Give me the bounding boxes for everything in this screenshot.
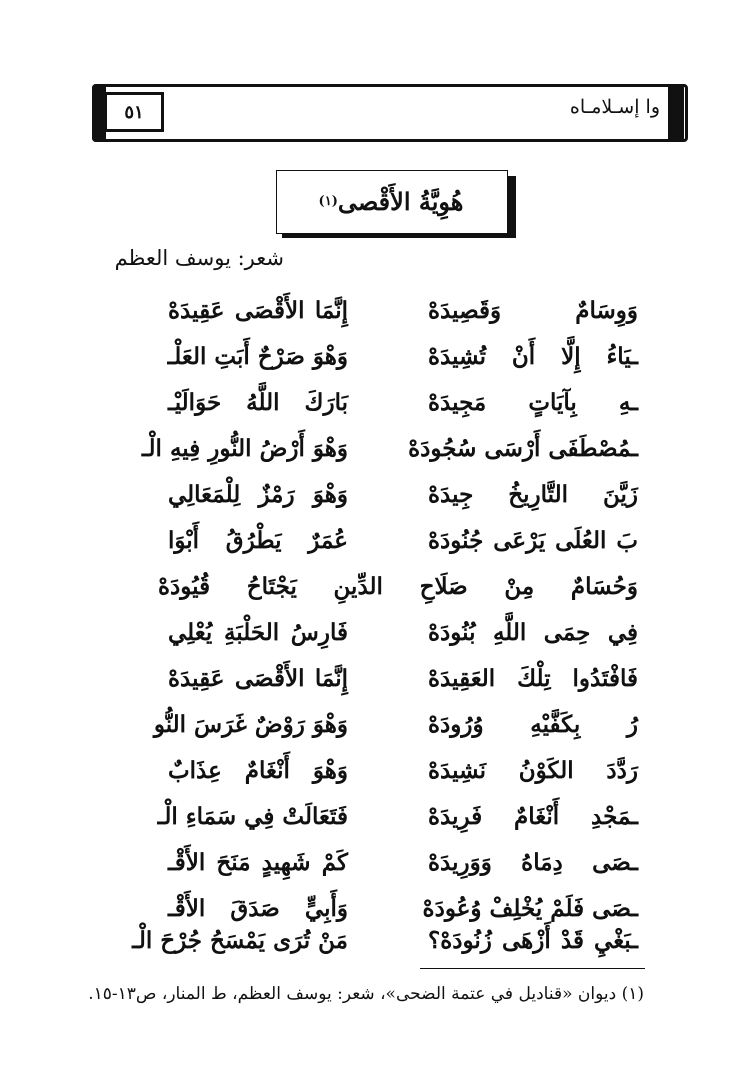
verse-13-second-hemistich: ـصَى دِمَاهُ وَوَرِيدَهْ	[428, 849, 638, 876]
verse-8-second-hemistich: فِي حِمَى اللَّهِ بُنُودَهْ	[428, 619, 638, 646]
footnote: (١) ديوان «قناديل في عتمة الضحى»، شعر: يوسف العظم، ط المنار، ص١٣-١٥.	[88, 984, 644, 1004]
verse-13-first-hemistich: كَمْ شَهِيدٍ مَنَحَ الأَقْـ	[168, 849, 348, 876]
verse-10-second-hemistich: رُ بِكَفَّيْهِ وُرُودَهْ	[428, 711, 638, 738]
running-head: وا إسـلامـاه	[569, 96, 660, 118]
verse-10-first-hemistich: وَهْوَ رَوْضٌ غَرَسَ النُّو	[153, 711, 348, 738]
verse-3-first-hemistich: بَارَكَ اللَّهُ حَوَالَيْـ	[168, 389, 348, 416]
verse-3-second-hemistich: ـهِ بِآيَاتٍ مَجِيدَهْ	[428, 389, 638, 416]
verse-6-second-hemistich: بَ العُلَى يَرْعَى جُنُودَهْ	[428, 527, 638, 554]
verse-8-first-hemistich: فَارِسُ الحَلْبَةِ يُعْلِي	[168, 619, 348, 646]
verse-9-second-hemistich: فَافْتَدُوا تِلْكَ العَقِيدَهْ	[428, 665, 638, 692]
verse-7-full-line: وَحُسَامٌ مِنْ صَلَاحِ الدِّينِ يَجْتَاحُ قُيُودَهْ	[158, 573, 638, 600]
verse-11-second-hemistich: رَدَّدَ الكَوْنُ نَشِيدَهْ	[428, 757, 638, 784]
verse-2-second-hemistich: ـيَاءُ إِلَّا أَنْ تُشِيدَهْ	[428, 343, 638, 370]
poem-title	[276, 170, 506, 232]
page-number-text: ٥١	[124, 101, 144, 123]
author-line: شعر: يوسف العظم	[114, 246, 284, 270]
verse-4-first-hemistich: وَهْوَ أَرْضُ النُّورِ فِيهِ الْـ	[141, 435, 348, 462]
verse-5-second-hemistich: زَيَّنَ التَّارِيخُ جِيدَهْ	[428, 481, 638, 508]
verse-15-second-hemistich: ـبَغْيِ قَدْ أَزْهَى زُنُودَهْ؟	[428, 927, 638, 954]
verse-9-first-hemistich: إِنَّمَا الأَقْصَى عَقِيدَهْ	[168, 665, 348, 692]
verse-12-first-hemistich: فَتَعَالَتْ فِي سَمَاءِ الْـ	[157, 803, 348, 830]
verse-14-first-hemistich: وَأَبِيٍّ صَدَقَ الأَقْـ	[168, 895, 348, 922]
verse-2-first-hemistich: وَهْوَ صَرْحٌ أَبَتِ العَلْـ	[167, 343, 348, 370]
verse-1-first-hemistich: إِنَّمَا الأَقْصَى عَقِيدَهْ	[168, 297, 348, 324]
poem-title-text: هُوِيَّةُ الأَقْصى	[337, 186, 464, 216]
footnote-rule	[420, 968, 645, 969]
page-number	[104, 92, 164, 132]
verse-4-second-hemistich: ـمُصْطَفَى أَرْسَى سُجُودَهْ	[408, 435, 638, 462]
verse-6-first-hemistich: عُمَرٌ يَطْرُقُ أَبْوَا	[168, 527, 348, 554]
verse-1-second-hemistich: وَوِسَامٌ وَقَصِيدَهْ	[428, 297, 638, 324]
verse-11-first-hemistich: وَهْوَ أَنْغَامٌ عِذَابٌ	[168, 757, 348, 784]
verse-5-first-hemistich: وَهْوَ رَمْزٌ لِلْمَعَالِي	[168, 481, 348, 508]
verse-12-second-hemistich: ـمَجْدِ أَنْغَامٌ فَرِيدَهْ	[428, 803, 638, 830]
verse-15-first-hemistich: مَنْ تُرَى يَمْسَحُ جُرْحَ الْـ	[132, 927, 348, 954]
verse-14-second-hemistich: ـصَى فَلَمْ يُخْلِفْ وُعُودَهْ	[422, 895, 638, 922]
title-footnote-ref: (١)	[318, 193, 338, 209]
